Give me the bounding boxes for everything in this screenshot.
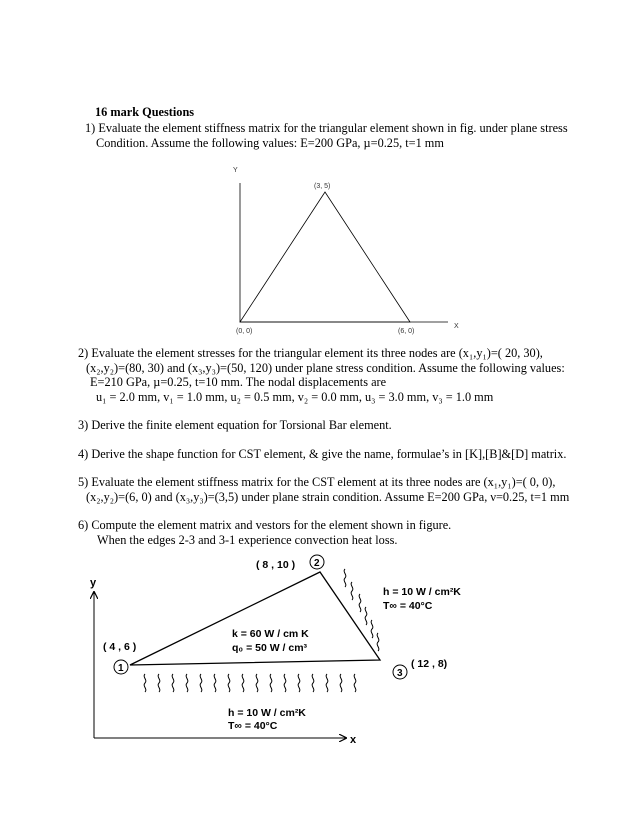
q1-line1: 1) Evaluate the element stiffness matrix for the triangular element shown in fig. under plane stress (85, 121, 568, 135)
convection-squiggle (371, 620, 373, 638)
q2-line4: u₁ = 2.0 mm, v₁ = 1.0 mm, u₂ = 0.5 mm, v₂ = 0.0 mm, u₃ = 3.0 mm, v₃ = 1.0 mm (96, 390, 494, 404)
conductivity-label: k = 60 W / cm K (232, 628, 309, 640)
q6-line1: 6) Compute the element matrix and vestors for the element shown in figure. (78, 518, 452, 532)
convection-squiggle (354, 674, 356, 692)
fig2-x-label: x (350, 734, 357, 746)
convection-squiggle (377, 633, 379, 651)
q5-line1: 5) Evaluate the element stiffness matrix for the CST element at its three nodes are (x₁,y₁)=( 0, 0), (78, 475, 556, 489)
node-1-coord: ( 4 , 6 ) (103, 641, 137, 653)
node-3-coord: ( 12 , 8) (411, 658, 448, 670)
q2-line1: 2) Evaluate the element stresses for the triangular element its three nodes are (x₁,y₁)=( 20, 30), (78, 346, 543, 360)
section-heading: 16 mark Questions (95, 105, 195, 119)
fig1-x-label: X (454, 323, 459, 330)
fig1-right-label: (6, 0) (398, 328, 415, 335)
heat-generation-label: q₀ = 50 W / cm³ (232, 642, 308, 654)
right-convection-waves (344, 569, 379, 651)
convection-squiggle (351, 582, 353, 600)
convection-squiggle (326, 674, 328, 692)
q6-line2: When the edges 2-3 and 3-1 experience convection heat loss. (97, 533, 398, 547)
convection-squiggle (242, 674, 244, 692)
bottom-convection-waves (144, 674, 356, 692)
bottom-tinf-label: T∞ = 40°C (228, 720, 278, 732)
node-3-label: 3 (397, 668, 403, 679)
convection-squiggle (172, 674, 174, 692)
q1-line2: Condition. Assume the following values: E=200 GPa, µ=0.25, t=1 mm (96, 136, 444, 150)
convection-squiggle (200, 674, 202, 692)
convection-squiggle (344, 569, 346, 587)
q2-line2: (x₂,y₂)=(80, 30) and (x₃,y₃)=(50, 120) under plane stress condition. Assume the following values: (86, 361, 565, 375)
fig1-apex-label: (3, 5) (314, 183, 331, 190)
convection-squiggle (270, 674, 272, 692)
convection-squiggle (312, 674, 314, 692)
q3-text: 3) Derive the finite element equation for Torsional Bar element. (78, 418, 392, 432)
convection-squiggle (214, 674, 216, 692)
bottom-h-label: h = 10 W / cm²K (228, 707, 306, 719)
convection-squiggle (256, 674, 258, 692)
convection-squiggle (340, 674, 342, 692)
convection-squiggle (228, 674, 230, 692)
fig1-origin-label: (0, 0) (236, 328, 253, 335)
convection-squiggle (144, 674, 146, 692)
convection-squiggle (298, 674, 300, 692)
node-2-label: 2 (314, 558, 320, 569)
fig2-y-label: y (90, 577, 97, 589)
q5-line2: (x₂,y₂)=(6, 0) and (x₃,y₃)=(3,5) under plane strain condition. Assume E=200 GPa, ν=0.25, t=1 mm (86, 490, 570, 504)
fig1-y-label: Y (233, 167, 238, 174)
q2-line3: E=210 GPa, µ=0.25, t=10 mm. The nodal displacements are (90, 375, 387, 389)
convection-squiggle (284, 674, 286, 692)
right-h-label: h = 10 W / cm²K (383, 586, 461, 598)
right-tinf-label: T∞ = 40°C (383, 600, 433, 612)
q4-text: 4) Derive the shape function for CST element, & give the name, formulae’s in [K],[B]&[D] matrix. (78, 447, 567, 461)
convection-squiggle (359, 594, 361, 612)
convection-squiggle (158, 674, 160, 692)
node-2-coord: ( 8 , 10 ) (256, 559, 296, 571)
node-1-label: 1 (118, 663, 124, 674)
convection-squiggle (365, 607, 367, 625)
convection-squiggle (186, 674, 188, 692)
